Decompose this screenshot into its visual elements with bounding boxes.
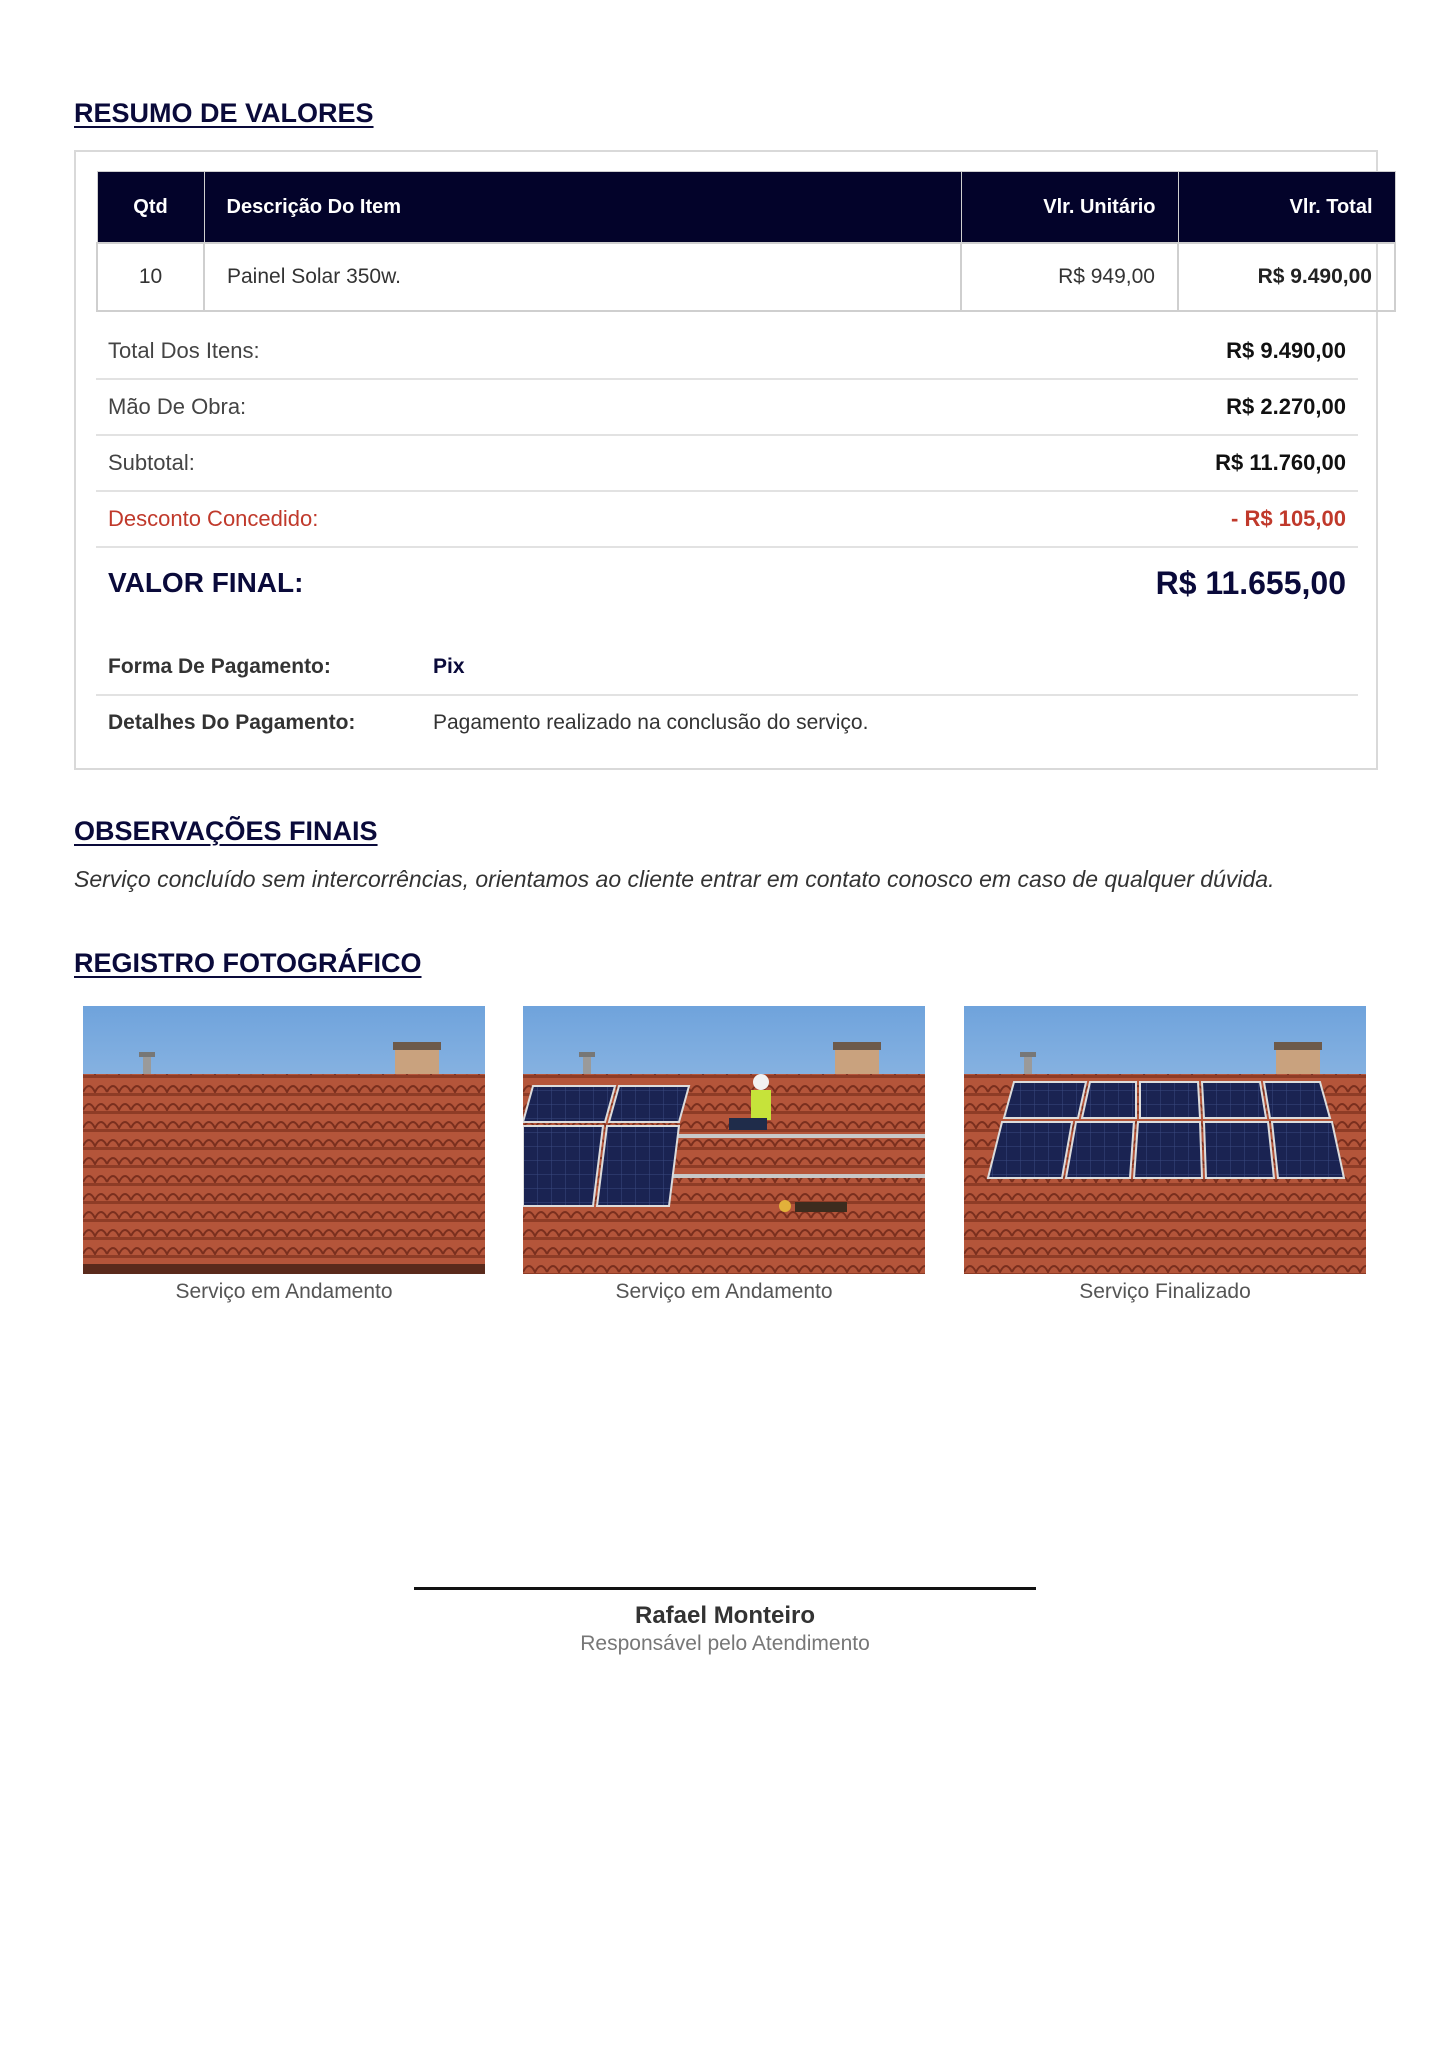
items-table	[96, 171, 1396, 312]
subtotal-row	[96, 436, 1358, 492]
final-value-label: VALOR FINAL:	[108, 567, 304, 598]
roof-photo-in-progress	[523, 1006, 925, 1274]
payment-details-value: Pagamento realizado na conclusão do serviço.	[433, 711, 869, 734]
total-items-value: R$ 9.490,00	[1226, 338, 1346, 363]
section-title-resumo: RESUMO DE VALORES	[74, 98, 374, 128]
subtotal-label: Subtotal:	[108, 450, 195, 475]
final-value-row	[96, 548, 1358, 618]
photo-1	[83, 1006, 485, 1304]
payment-details-label: Detalhes Do Pagamento:	[108, 711, 356, 734]
total-items-row	[96, 324, 1358, 380]
final-value-amount: R$ 11.655,00	[1155, 564, 1346, 601]
summary-box	[74, 150, 1378, 770]
roof-photo-finished	[964, 1006, 1366, 1274]
discount-value: - R$ 105,00	[1231, 506, 1346, 531]
payment-details-row	[96, 696, 1358, 750]
labor-value: R$ 2.270,00	[1226, 394, 1346, 419]
section-title-observacoes: OBSERVAÇÕES FINAIS	[74, 816, 378, 846]
totals-list	[96, 324, 1358, 618]
payment-method-label: Forma De Pagamento:	[108, 655, 331, 678]
cell-qty: 10	[97, 243, 204, 311]
roof-photo-before	[83, 1006, 485, 1274]
cell-total-price: R$ 9.490,00	[1178, 243, 1395, 311]
labor-label: Mão De Obra:	[108, 394, 247, 419]
discount-row	[96, 492, 1358, 548]
payment-method-row	[96, 640, 1358, 696]
subtotal-value: R$ 11.760,00	[1215, 450, 1346, 475]
header-description: Descrição Do Item	[204, 172, 961, 244]
cell-unit-price: R$ 949,00	[961, 243, 1178, 311]
signature-role: Responsável pelo Atendimento	[580, 1632, 870, 1655]
header-qty: Qtd	[97, 172, 204, 244]
header-unit-price: Vlr. Unitário	[961, 172, 1178, 244]
discount-label: Desconto Concedido:	[108, 506, 319, 531]
labor-row	[96, 380, 1358, 436]
signature-block	[414, 1587, 1036, 1656]
section-title-registro: REGISTRO FOTOGRÁFICO	[74, 948, 422, 978]
photo-2	[523, 1006, 925, 1304]
payment-info	[96, 640, 1358, 750]
items-table-header	[97, 172, 1395, 244]
signature-name: Rafael Monteiro	[634, 1602, 816, 1629]
table-row	[97, 243, 1395, 311]
cell-description: Painel Solar 350w.	[204, 243, 961, 311]
header-total-price: Vlr. Total	[1178, 172, 1395, 244]
photo-caption: Serviço em Andamento	[615, 1280, 833, 1303]
total-items-label: Total Dos Itens:	[108, 338, 260, 363]
observacoes-text: Serviço concluído sem intercorrências, orientamos ao cliente entrar em contato conosco em caso de qualquer dúvida.	[74, 866, 1275, 892]
signature-line	[414, 1587, 1036, 1590]
photo-caption: Serviço em Andamento	[175, 1280, 393, 1303]
photo-3	[964, 1006, 1366, 1304]
payment-method-value: Pix	[433, 655, 465, 678]
photo-caption: Serviço Finalizado	[1079, 1280, 1251, 1303]
